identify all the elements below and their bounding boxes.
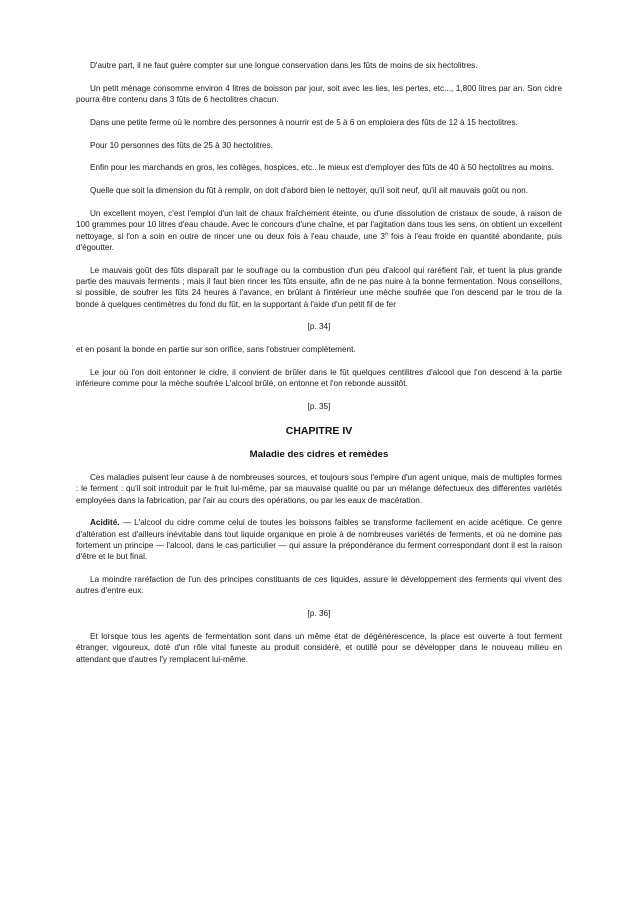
paragraph: Le mauvais goût des fûts disparaît par le soufrage ou la combustion d'un peu d'alcool qui raréfient l'air, et tuent la plus grande partie des mauvais ferments ; mais il faut bien rincer les fûts ensuite, afin de ne pas nuire à la bonne fermentation. Nous conseillons, si possible, de soufrer les fûts 24 heures à l'avance, en brûlant à l'intérieur une mèche soufrée que l'on descend par le trou de la bonde à quelques centimètres du fond du fût, en la supportant à l'aide d'un petit fil de fer: [76, 265, 562, 309]
paragraph: Le jour où l'on doit entonner le cidre, il convient de brûler dans le fût quelques centilitres d'alcool que l'on descend à la partie inférieure comme pour la mèche soufrée L'alcool brûlé, on entonne et l'on rebonde aussitôt.: [76, 368, 562, 389]
paragraph: D'autre part, il ne faut guère compter sur une longue conservation dans les fûts de moins de six hectolitres.: [90, 61, 478, 70]
page-reference: [p. 35]: [307, 402, 331, 412]
paragraph: Et lorsque tous les agents de fermentation sont dans un même état de dégénérescence, la place est ouverte à tout ferment étranger, vigoureux, doté d'un rôle vital funeste au produit considéré, et outillé pour se développer dans le nouveau milieu en attendant que d'autres l'y remplacent lui-même.: [76, 631, 562, 664]
chapter-title: CHAPITRE IV: [285, 424, 353, 437]
ordinal-superscript: e: [384, 230, 388, 237]
paragraph: Dans une petite ferme où le nombre des personnes à nourrir est de 5 à 6 on emploiera des fûts de 12 à 15 hectolitres.: [90, 117, 518, 127]
page-reference: [p. 36]: [307, 609, 331, 619]
section-term: Acidité.: [90, 518, 120, 528]
chapter-subtitle: Maladie des cidres et remèdes: [249, 448, 389, 460]
paragraph-text: Un excellent moyen, c'est l'emploi d'un lait de chaux fraîchement éteinte, ou d'une dissolution de cristaux de soude, à raison de 100 grammes pour 10 litres d'eau chaude. Avec le concours d'une chaîne, et par l'agitation dans tous les sens, on obtient un excellent nettoyage, si l'on a soin en outre de rincer une ou deux fois à l'eau chaude, une 3: [76, 209, 562, 241]
paragraph-text: — L'alcool du cidre comme celui de toutes les boissons faibles se transforme facilement en acide acétique. Ce genre d'altération est d'ailleurs inévitable dans tout liquide organique en proie à de nombreuses variétés de ferments, et où ne domine pas fortement un principe — l'alcool, dans le cas particulier — qui assure la prépondérance du ferment correspondant dont il est la raison d'être et le but final.: [76, 518, 562, 562]
paragraph: [76, 517, 562, 562]
paragraph-text: fois à l'eau froide en quantité abondante, puis d'égoutter.: [76, 231, 562, 252]
paragraph: Ces maladies puisent leur cause à de nombreuses sources, et toujours sous l'empire d'un agent unique, mais de multiples formes : le ferment : qu'il soit introduit par le fruit lui-même, par sa mauvaise qualité ou par un mélange défectueux des différentes variétés employées dans la fabrication, par l'air au cours des opérations, ou par les eaux de macération.: [76, 472, 562, 505]
paragraph: La moindre raréfaction de l'un des principes constituants de ces liquides, assure le développement des ferments qui vivent des autres d'entre eux.: [76, 575, 562, 596]
paragraph: et en posant la bonde en partie sur son orifice, sans l'obstruer complètement.: [76, 345, 356, 355]
page-reference: [p. 34]: [307, 322, 331, 332]
paragraph: Pour 10 personnes des fûts de 25 à 30 hectolitres.: [90, 140, 273, 150]
paragraph: Un petit ménage consomme environ 4 litres de boisson par jour, soit avec les lies, les pertes, etc..., 1,800 litres par an. Son cidre pourra être contenu dans 3 fûts de 6 hectolitres chacun.: [76, 83, 562, 105]
paragraph: Quelle que soit la dimension du fût à remplir, on doit d'abord bien le nettoyer, qu'il soit neuf, qu'il ait mauvais goût ou non.: [90, 186, 528, 196]
paragraph: Enfin pour les marchands en gros, les collèges, hospices, etc.. le mieux est d'employer des fûts de 40 à 50 hectolitres au moins.: [90, 163, 554, 173]
document-page: [76, 60, 562, 665]
paragraph: [76, 208, 562, 253]
